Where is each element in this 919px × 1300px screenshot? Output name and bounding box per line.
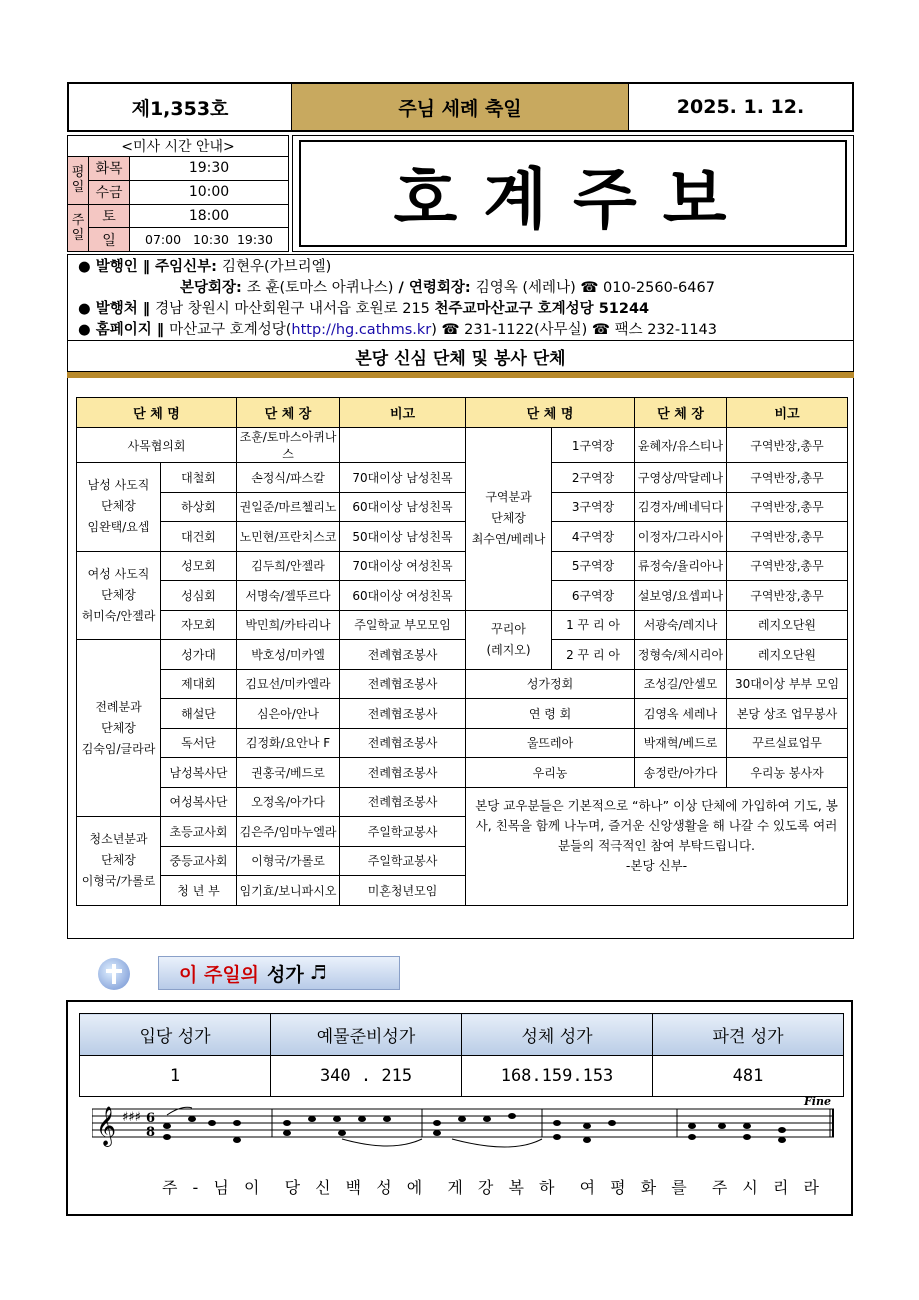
homepage-link[interactable]: http://hg.cathms.kr	[291, 322, 432, 338]
table-cell	[80, 1056, 844, 1097]
table-cell: 1 꾸 리 아	[552, 610, 635, 640]
table-cell: 김영옥 세레나	[635, 699, 727, 729]
hymn-header: 파견 성가	[653, 1014, 844, 1056]
table-row	[77, 758, 848, 788]
table-cell: 김현우(가브리엘)	[221, 259, 332, 275]
table-cell: 50대이상 남성친목	[340, 522, 466, 552]
table-cell: 2구역장	[552, 463, 635, 493]
table-cell: 중등교사회	[161, 846, 237, 876]
table-cell: 본당회장:	[180, 280, 247, 296]
table-cell: 조훈/토마스아퀴나스	[237, 428, 340, 463]
table-row	[77, 787, 848, 817]
mass-day: 토	[89, 204, 130, 228]
table-cell: 노민현/프란치스코	[237, 522, 340, 552]
table-cell	[78, 278, 853, 299]
table-cell	[68, 228, 289, 252]
table-cell	[68, 204, 289, 228]
score-lyrics: 주 - 님 이 당 신 백 성 에 게 강 복 하 여 평 화 를 주 시 리 라	[162, 1178, 824, 1197]
table-cell: 초등교사회	[161, 817, 237, 847]
notice-sign: -본당 신부-	[625, 857, 688, 873]
table-cell: 자모회	[161, 610, 237, 640]
table-cell: 박재혁/베드로	[635, 728, 727, 758]
table-cell: 꾸르실료업무	[727, 728, 848, 758]
table-cell: 대건회	[161, 522, 237, 552]
table-cell: 경남 창원시 마산회원구 내서읍 호원로 215	[155, 301, 435, 317]
table-cell: 이 주일의	[179, 963, 260, 986]
table-cell: 전례협조봉사	[340, 728, 466, 758]
table-cell: 남성복사단	[161, 758, 237, 788]
table-cell: 성가정회	[466, 669, 635, 699]
table-row	[77, 728, 848, 758]
table-cell: 3구역장	[552, 492, 635, 522]
table-cell: 70대이상 남성친목	[340, 463, 466, 493]
table-cell: 구영상/막달레나	[635, 463, 727, 493]
table-cell: 송정란/아가다	[635, 758, 727, 788]
hymn-number: 340 . 215	[271, 1056, 462, 1097]
hymn-number: 1	[80, 1056, 271, 1097]
table-cell: 대철회	[161, 463, 237, 493]
district-label: 구역분과 단체장 최수연/베레나	[466, 428, 552, 611]
bulletin-title: 호계주보	[393, 160, 753, 238]
table-cell: 사목협의회	[77, 428, 237, 463]
table-cell: 주일학교봉사	[340, 817, 466, 847]
table-cell	[78, 320, 853, 341]
table-cell	[340, 428, 466, 463]
col-header: 비고	[727, 398, 848, 428]
table-cell: 30대이상 부부 모임	[727, 669, 848, 699]
table-cell: ♯♯♯	[122, 1110, 141, 1125]
header-bar	[67, 82, 854, 132]
table-cell: 박호성/미카엘	[237, 640, 340, 670]
title-box	[292, 135, 854, 252]
liturgy-label: 전례분과 단체장 김숙임/글라라	[77, 640, 161, 817]
table-cell: 오정옥/아가다	[237, 787, 340, 817]
table-cell: 조 훈(토마스 아퀴나스)	[246, 280, 394, 296]
cross-emblem-icon	[98, 958, 130, 990]
hymn-banner	[158, 956, 400, 990]
col-header: 단 체 명	[466, 398, 635, 428]
table-cell: 박민희/카타리나	[237, 610, 340, 640]
table-cell: 전례협조봉사	[340, 758, 466, 788]
table-cell: 미혼청년모임	[340, 876, 466, 906]
table-cell: 성가대	[161, 640, 237, 670]
table-row	[77, 610, 848, 640]
table-cell: 독서단	[161, 728, 237, 758]
table-cell: 김영옥 (세레나) ☎ 010-2560-6467	[475, 280, 715, 296]
table-cell: 손정식/파스칼	[237, 463, 340, 493]
table-cell: 이정자/그라시아	[635, 522, 727, 552]
table-cell	[98, 958, 130, 990]
table-cell: 김묘선/미카엘라	[237, 669, 340, 699]
table-cell: 본당 상조 업무봉사	[727, 699, 848, 729]
table-cell: 임기효/보니파시오	[237, 876, 340, 906]
issue-date: 2025. 1. 12.	[676, 96, 805, 118]
table-row	[77, 640, 848, 670]
mass-time: 07:00 10:30 19:30	[130, 228, 289, 252]
mass-time: 18:00	[130, 204, 289, 228]
publisher-info	[67, 254, 854, 340]
notice-text: 본당 교우분들은 기본적으로 “하나” 이상 단체에 가입하여 기도, 봉사, 친목을 함께 나누며, 즐거운 신앙생활을 해 나갈 수 있도록 여러분들의 적극적인 참여 부탁드립니다.	[475, 797, 838, 853]
hymn-number: 168.159.153	[462, 1056, 653, 1097]
table-cell: 70대이상 여성친목	[340, 551, 466, 581]
table-row	[77, 428, 848, 463]
table-cell: 구역반장,총무	[727, 522, 848, 552]
table-cell: 해설단	[161, 699, 237, 729]
mass-times-table	[67, 135, 289, 252]
hymn-header: 입당 성가	[80, 1014, 271, 1056]
table-cell: 하상회	[161, 492, 237, 522]
table-cell	[80, 1014, 844, 1056]
score-staff	[92, 1095, 834, 1205]
table-cell: 우리농 봉사자	[727, 758, 848, 788]
table-cell	[68, 180, 289, 204]
table-cell: 여성복사단	[161, 787, 237, 817]
table-cell: 제대회	[161, 669, 237, 699]
table-cell: 천주교마산교구 호계성당 51244	[434, 301, 650, 317]
table-cell: 레지오단원	[727, 640, 848, 670]
mass-day: 화목	[89, 157, 130, 181]
mass-day: 일	[89, 228, 130, 252]
table-cell: 성모회	[161, 551, 237, 581]
table-cell: 구역반장,총무	[727, 581, 848, 611]
table-cell: 구역반장,총무	[727, 551, 848, 581]
table-cell	[299, 140, 847, 247]
table-cell: 권일준/마르첼리노	[237, 492, 340, 522]
table-cell: 성심회	[161, 581, 237, 611]
table-cell: 마산교구 호계성당(	[169, 322, 292, 338]
hymn-number: 481	[653, 1056, 844, 1097]
table-cell: 4구역장	[552, 522, 635, 552]
table-row	[77, 581, 848, 611]
col-header: 단 체 명	[77, 398, 237, 428]
weekday-label	[68, 157, 89, 205]
table-cell: 60대이상 남성친목	[340, 492, 466, 522]
table-cell	[78, 257, 853, 278]
music-notes-icon: ♬	[309, 962, 327, 984]
table-cell: 울뜨레아	[466, 728, 635, 758]
col-header: 단 체 장	[635, 398, 727, 428]
table-cell: ● 홈페이지 ‖	[78, 322, 170, 338]
table-cell: 1구역장	[552, 428, 635, 463]
table-header-row	[77, 398, 848, 428]
table-cell: 주일	[71, 212, 85, 243]
table-row	[77, 699, 848, 729]
table-cell: ● 발행인 ‖ 주임신부:	[78, 259, 222, 275]
hymn-table	[79, 1013, 844, 1097]
table-cell: 연 령 회	[466, 699, 635, 729]
issue-number: 제1,353호	[69, 84, 292, 130]
table-row	[77, 492, 848, 522]
groups-table	[76, 397, 848, 906]
table-cell: 구역반장,총무	[727, 463, 848, 493]
men-label: 남성 사도직 단체장 임완택/요셉	[77, 463, 161, 552]
table-cell	[68, 136, 289, 157]
mass-time: 19:30	[130, 157, 289, 181]
table-cell: 6구역장	[552, 581, 635, 611]
table-cell: 이형국/가롤로	[237, 846, 340, 876]
mass-time: 10:00	[130, 180, 289, 204]
table-cell: 평일	[71, 165, 85, 196]
table-row	[77, 669, 848, 699]
table-cell: 김경자/베네딕다	[635, 492, 727, 522]
table-cell: 류정숙/율리아나	[635, 551, 727, 581]
table-cell: 전례협조봉사	[340, 699, 466, 729]
table-cell: 정형숙/체시리아	[635, 640, 727, 670]
table-row	[77, 463, 848, 493]
mass-day: 수금	[89, 180, 130, 204]
table-cell: 권홍국/베드로	[237, 758, 340, 788]
table-cell: ) ☎ 231-1122(사무실) ☎ 팩스 232-1143	[431, 322, 718, 338]
table-cell: 6	[146, 1111, 156, 1126]
table-cell: 김두희/안젤라	[237, 551, 340, 581]
table-cell: 조성길/안셀모	[635, 669, 727, 699]
table-cell: 8	[146, 1125, 156, 1140]
table-cell: 레지오단원	[727, 610, 848, 640]
table-cell: 구역반장,총무	[727, 492, 848, 522]
col-header: 비고	[340, 398, 466, 428]
table-cell: 구역반장,총무	[727, 428, 848, 463]
table-cell: ● 발행처 ‖	[78, 301, 156, 317]
table-cell: 김정화/요안나 F	[237, 728, 340, 758]
table-cell: 성가	[267, 963, 304, 986]
mass-caption: <미사 시간 안내>	[68, 136, 289, 157]
notice-cell	[466, 787, 848, 905]
section-title: 본당 신심 단체 및 봉사 단체	[67, 340, 854, 372]
youth-label: 청소년분과 단체장 이형국/가롤로	[77, 817, 161, 906]
table-cell: 김은주/임마누엘라	[237, 817, 340, 847]
table-cell: 서명숙/젤뚜르다	[237, 581, 340, 611]
hymn-header: 예물준비성가	[271, 1014, 462, 1056]
table-cell: 설보영/요셉피나	[635, 581, 727, 611]
table-row	[77, 522, 848, 552]
table-cell: 60대이상 여성친목	[340, 581, 466, 611]
table-cell: 𝄞	[96, 1106, 117, 1146]
table-cell	[68, 157, 289, 181]
legio-label: 꾸리아 (레지오)	[466, 610, 552, 669]
table-cell	[78, 299, 853, 320]
music-score	[92, 1095, 834, 1205]
table-cell: 주일학교봉사	[340, 846, 466, 876]
table-cell: 전례협조봉사	[340, 669, 466, 699]
table-cell: 서광숙/레지나	[635, 610, 727, 640]
table-cell: 2 꾸 리 아	[552, 640, 635, 670]
table-cell: 우리농	[466, 758, 635, 788]
sunday-label	[68, 204, 89, 252]
hymn-header: 성체 성가	[462, 1014, 653, 1056]
table-cell: 전례협조봉사	[340, 787, 466, 817]
score-fine: Fine	[804, 1095, 831, 1108]
women-label: 여성 사도직 단체장 허미숙/안젤라	[77, 551, 161, 640]
table-cell: / 연령회장:	[393, 280, 476, 296]
table-cell: 주일학교 부모모임	[340, 610, 466, 640]
table-cell: 윤혜자/유스티나	[635, 428, 727, 463]
table-cell: 전례협조봉사	[340, 640, 466, 670]
table-row	[77, 551, 848, 581]
table-cell: 청 년 부	[161, 876, 237, 906]
table-cell: 심은아/안나	[237, 699, 340, 729]
col-header: 단 체 장	[237, 398, 340, 428]
table-cell: 5구역장	[552, 551, 635, 581]
feast-name: 주님 세례 축일	[292, 84, 629, 130]
